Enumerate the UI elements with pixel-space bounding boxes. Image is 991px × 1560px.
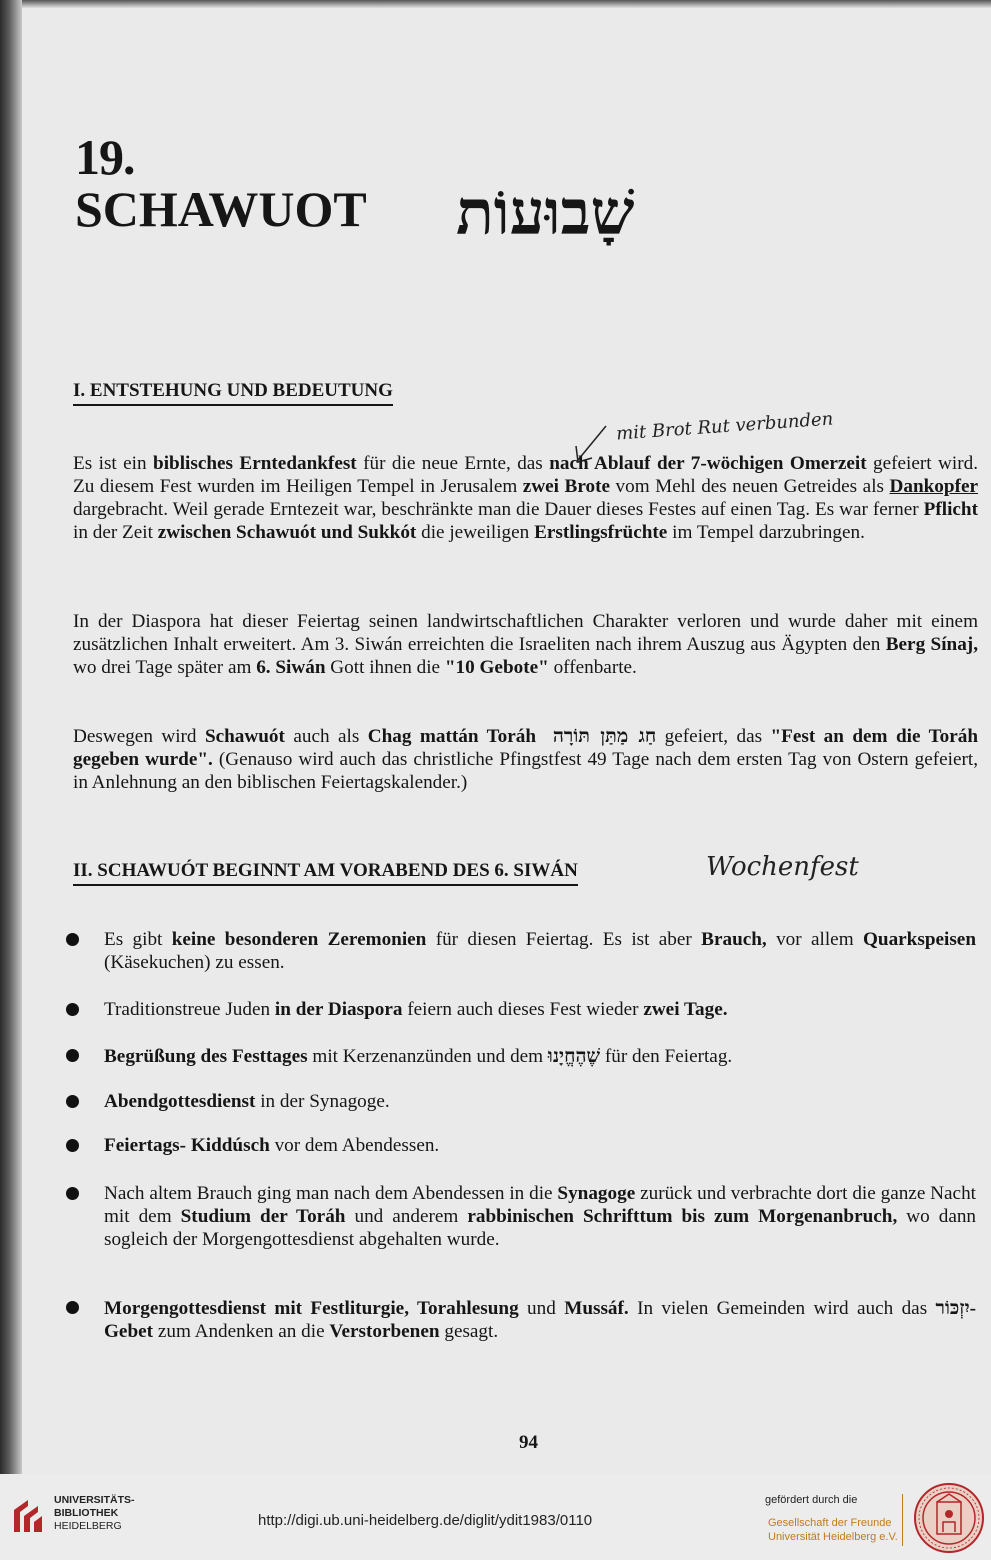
- bold-run: Quarkspeisen: [862, 929, 976, 950]
- bullet-icon: [66, 1301, 79, 1314]
- footer-bar: [0, 1474, 991, 1560]
- university-seal-icon[interactable]: [913, 1482, 985, 1554]
- bold-run: Brauch,: [701, 929, 767, 950]
- list-item-text: [104, 928, 976, 974]
- bold-run: keine besonderen Zeremonien: [171, 929, 427, 950]
- text-run: In der Diaspora hat dieser Feiertag seinen landwirtschaftlichen Charakter verloren und wurde daher mit einem zusätzlichen Inhalt erweitert. Am 3. Siwán erreichten die Israeliten nach ihrem Auszug aus Ägypten den: [73, 611, 978, 655]
- bold-run: Schawuót: [204, 726, 285, 747]
- text-run: dargebracht. Weil gerade Erntezeit war, beschränkte man die Dauer dieses Festes auf einen Tag. Es war ferner: [73, 499, 924, 520]
- page-top-shadow: [0, 0, 991, 8]
- society-name-line: Universität Heidelberg e.V.: [768, 1531, 898, 1543]
- text-run: zum Andenken an die: [153, 1321, 330, 1342]
- paragraph-origin: [73, 452, 978, 544]
- hebrew-title: שָׁבוּעוֹת: [456, 176, 635, 249]
- text-run: gefeiert wird. Zu diesem Fest wurden im Heiligen Tempel in Jerusalem: [73, 453, 978, 497]
- bullet-icon: [66, 1003, 79, 1016]
- bold-run: Mussáf.: [564, 1298, 629, 1319]
- bold-run: Erstlingsfrüchte: [534, 522, 668, 543]
- text-run: in der Synagoge.: [255, 1091, 390, 1112]
- text-run: und: [518, 1298, 565, 1319]
- text-run: gefeiert, das: [656, 726, 771, 747]
- hebrew-phrase: שֶׁהֶחֱיָנוּ: [547, 1044, 601, 1067]
- list-item-text: [104, 1044, 976, 1068]
- library-name-line: BIBLIOTHEK: [54, 1507, 119, 1519]
- bold-run: zwei Brote: [522, 476, 611, 497]
- bold-run: rabbinischen Schrifttum bis zum Morgenanbruch,: [467, 1206, 898, 1227]
- text-run: In vielen Gemeinden wird auch das: [628, 1298, 936, 1319]
- bold-run: Feiertags- Kiddúsch: [104, 1135, 270, 1156]
- list-item-text: [104, 1090, 976, 1113]
- section-heading-2: II. SCHAWUÓT BEGINNT AM VORABEND DES 6. SIWÁN: [73, 860, 578, 886]
- society-name-line: Gesellschaft der Freunde: [768, 1517, 892, 1529]
- handwritten-note-1: mit Brot Rut verbunden: [615, 408, 834, 445]
- text-run: (Käsekuchen) zu essen.: [104, 952, 285, 973]
- text-run: und anderem: [345, 1206, 468, 1227]
- bold-run: Verstorbenen: [329, 1321, 440, 1342]
- bold-run: "10 Gebote": [444, 657, 549, 678]
- bold-run: biblisches Erntedankfest: [153, 453, 357, 474]
- text-run: Es ist ein: [73, 453, 154, 474]
- funded-by-label: gefördert durch die: [765, 1494, 858, 1506]
- text-run: Traditionstreue Juden: [104, 999, 275, 1020]
- paragraph-diaspora: [73, 610, 978, 679]
- text-run: Deswegen wird: [73, 726, 205, 747]
- society-name-link[interactable]: [768, 1516, 898, 1544]
- hebrew-phrase: חַג מַתַּן תּוֹרָה: [552, 724, 657, 747]
- bold-run: zwei Tage.: [643, 999, 728, 1020]
- bold-run: Studium der Toráh: [180, 1206, 346, 1227]
- library-name-line: UNIVERSITÄTS-: [54, 1494, 135, 1506]
- bold-run: Chag mattán Toráh: [367, 726, 537, 747]
- text-run: im Tempel darzubringen.: [667, 522, 865, 543]
- bold-run: Morgengottesdienst mit Festliturgie, Torahlesung: [104, 1298, 519, 1319]
- bold-run: Begrüßung des Festtages: [104, 1046, 308, 1067]
- text-run: für diesen Feiertag. Es ist aber: [426, 929, 702, 950]
- text-run: Es gibt: [104, 929, 172, 950]
- text-run: Nach altem Brauch ging man nach dem Abendessen in die: [104, 1183, 558, 1204]
- hebrew-phrase: יִזְכּוֹר: [935, 1296, 970, 1319]
- footer-divider: [902, 1494, 903, 1546]
- text-run: vor allem: [766, 929, 863, 950]
- text-run: für den Feiertag.: [600, 1046, 733, 1067]
- handwritten-note-2: Wochenfest: [706, 852, 859, 882]
- section-heading-1: I. ENTSTEHUNG UND BEDEUTUNG: [73, 380, 393, 406]
- list-item-text: [104, 1134, 976, 1157]
- library-name-line: HEIDELBERG: [54, 1520, 122, 1532]
- bold-run: "Fest an dem die Toráh gegeben wurde".: [73, 726, 978, 770]
- bullet-icon: [66, 1139, 79, 1152]
- text-run: in der Zeit: [73, 522, 158, 543]
- text-run: auch als: [284, 726, 368, 747]
- university-library-logo-icon[interactable]: [10, 1496, 46, 1536]
- bold-run: in der Diaspora: [274, 999, 403, 1020]
- paragraph-torah: [73, 724, 978, 794]
- text-run: für die neue Ernte, das: [356, 453, 550, 474]
- text-run: Gott ihnen die: [325, 657, 445, 678]
- text-run: mit Kerzenanzünden und dem: [307, 1046, 548, 1067]
- library-name[interactable]: [54, 1494, 135, 1533]
- list-item-text: [104, 998, 976, 1021]
- bullet-icon: [66, 1049, 79, 1062]
- bold-run: Pflicht: [923, 499, 978, 520]
- bold-run: nach Ablauf der 7-wöchigen Omerzeit: [549, 453, 867, 474]
- bullet-icon: [66, 1095, 79, 1108]
- text-run: (Genauso wird auch das christliche Pfingstfest 49 Tage nach dem ersten Tag von Ostern gefeiert, in Anlehnung an den biblischen Feiertagskalender.): [73, 749, 979, 793]
- text-run: wo dann sogleich der Morgengottesdienst abgehalten wurde.: [104, 1206, 977, 1250]
- bold-run: zwischen Schawuót und Sukkót: [157, 522, 417, 543]
- chapter-number: 19.: [75, 129, 135, 185]
- text-run: vom Mehl des neuen Getreides als: [610, 476, 890, 497]
- bold-run: Synagoge: [557, 1183, 636, 1204]
- bold-run: Abendgottesdienst: [104, 1091, 256, 1112]
- page-number: 94: [519, 1432, 538, 1453]
- bullet-icon: [66, 933, 79, 946]
- bold-run: -Gebet: [104, 1298, 977, 1342]
- page-title: SCHAWUOT: [75, 181, 367, 237]
- text-run: gesagt.: [439, 1321, 499, 1342]
- text-run: vor dem Abendessen.: [269, 1135, 440, 1156]
- bold-run-underlined: Dankopfer: [889, 476, 978, 497]
- list-item-text: [104, 1296, 976, 1343]
- text-run: feiern auch dieses Fest wieder: [402, 999, 644, 1020]
- text-run: offenbarte.: [548, 657, 637, 678]
- text-run: zurück und verbrachte dort die ganze Nacht mit dem: [104, 1183, 977, 1227]
- list-item-text: [104, 1182, 976, 1251]
- page-binding-shadow: [0, 0, 22, 1474]
- bullet-icon: [66, 1187, 79, 1200]
- document-url-link[interactable]: http://digi.ub.uni-heidelberg.de/diglit/ydit1983/0110: [258, 1512, 593, 1529]
- text-run: wo drei Tage später am: [73, 657, 257, 678]
- text-run: die jeweiligen: [416, 522, 535, 543]
- bold-run: Berg Sínaj,: [885, 634, 978, 655]
- bold-run: 6. Siwán: [256, 657, 326, 678]
